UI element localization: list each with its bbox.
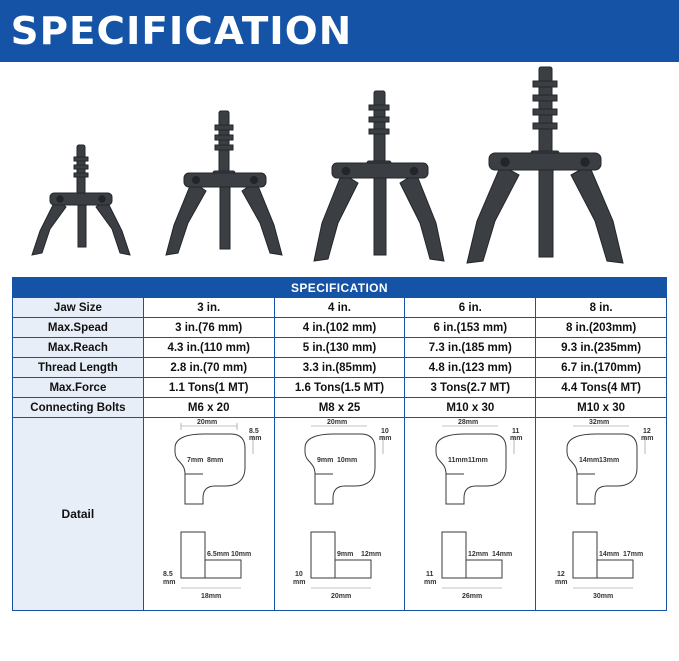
svg-text:mm: mm <box>424 579 437 586</box>
product-8in <box>455 65 640 277</box>
dim-bot-thickness-6in: 11 <box>426 571 434 578</box>
table-row <box>13 398 667 418</box>
dim-bot-inner-a-3in: 6.5mm <box>206 551 229 558</box>
dim-top-height-6in: 11 <box>512 428 520 435</box>
dim-bot-inner-a-6in: 12mm <box>468 551 489 558</box>
svg-text:mm: mm <box>162 579 176 586</box>
cell-jaw-size-3in: 3 in. <box>143 298 274 318</box>
dim-bot-inner-b-3in: 10mm <box>230 551 251 558</box>
page-title: SPECIFICATION <box>10 9 353 53</box>
spec-table-wrap <box>0 277 679 611</box>
dim-bot-width-4in: 20mm <box>331 593 352 600</box>
cell-thread-length-3in: 2.8 in.(70 mm) <box>143 358 274 378</box>
product-4in <box>150 101 300 271</box>
dim-top-inner-b-6in: 11mm <box>468 457 489 464</box>
header-banner <box>0 0 679 62</box>
svg-text:mm: mm <box>379 435 392 442</box>
product-6in <box>300 85 460 275</box>
row-label-thread-length: Thread Length <box>13 358 144 378</box>
dim-bot-inner-a-4in: 9mm <box>337 551 354 558</box>
dim-top-height-4in: 10 <box>381 428 390 435</box>
detail-top-6in <box>405 418 535 514</box>
product-image-strip <box>0 62 679 277</box>
specification-table <box>12 277 667 611</box>
dim-top-width-8in: 32mm <box>589 419 610 426</box>
row-label-jaw-size: Jaw Size <box>13 298 144 318</box>
cell-max-reach-4in: 5 in.(130 mm) <box>274 338 405 358</box>
cell-connecting-bolts-8in: M10 x 30 <box>536 398 667 418</box>
dim-top-height-3in: 8.5 <box>248 428 259 435</box>
detail-bottom-8in <box>536 514 666 610</box>
cell-max-force-8in: 4.4 Tons(4 MT) <box>536 378 667 398</box>
table-row <box>13 338 667 358</box>
dim-top-width-3in: 20mm <box>196 419 217 426</box>
cell-max-reach-8in: 9.3 in.(235mm) <box>536 338 667 358</box>
cell-max-spead-8in: 8 in.(203mm) <box>536 318 667 338</box>
cell-thread-length-6in: 4.8 in.(123 mm) <box>405 358 536 378</box>
detail-top-3in <box>144 418 274 514</box>
dim-bot-thickness-8in: 12 <box>557 571 565 578</box>
detail-cell-4in <box>274 418 405 611</box>
product-3in <box>16 127 146 267</box>
svg-text:mm: mm <box>510 435 523 442</box>
dim-bot-inner-b-4in: 12mm <box>361 551 382 558</box>
detail-bottom-6in <box>405 514 535 610</box>
cell-connecting-bolts-4in: M8 x 25 <box>274 398 405 418</box>
detail-cell-6in <box>405 418 536 611</box>
cell-max-force-4in: 1.6 Tons(1.5 MT) <box>274 378 405 398</box>
cell-max-spead-3in: 3 in.(76 mm) <box>143 318 274 338</box>
cell-jaw-size-6in: 6 in. <box>405 298 536 318</box>
cell-max-force-3in: 1.1 Tons(1 MT) <box>143 378 274 398</box>
dim-bot-inner-b-6in: 14mm <box>492 551 513 558</box>
dim-bot-width-8in: 30mm <box>593 593 614 600</box>
detail-bottom-4in <box>275 514 405 610</box>
dim-bot-thickness-4in: 10 <box>295 571 304 578</box>
dim-top-inner-a-4in: 9mm <box>317 457 334 464</box>
cell-max-spead-4in: 4 in.(102 mm) <box>274 318 405 338</box>
detail-top-8in <box>536 418 666 514</box>
cell-thread-length-8in: 6.7 in.(170mm) <box>536 358 667 378</box>
svg-text:mm: mm <box>641 435 654 442</box>
row-label-max-reach: Max.Reach <box>13 338 144 358</box>
table-row <box>13 318 667 338</box>
cell-max-reach-3in: 4.3 in.(110 mm) <box>143 338 274 358</box>
svg-text:mm: mm <box>248 435 262 442</box>
row-label-connecting-bolts: Connecting Bolts <box>13 398 144 418</box>
table-title-row <box>13 278 667 298</box>
dim-bot-thickness-3in: 8.5 <box>162 571 173 578</box>
table-row <box>13 378 667 398</box>
row-label-max-spead: Max.Spead <box>13 318 144 338</box>
cell-jaw-size-4in: 4 in. <box>274 298 405 318</box>
cell-max-reach-6in: 7.3 in.(185 mm) <box>405 338 536 358</box>
cell-jaw-size-8in: 8 in. <box>536 298 667 318</box>
dim-bot-width-3in: 18mm <box>200 593 221 600</box>
detail-bottom-3in <box>144 514 274 610</box>
table-row <box>13 358 667 378</box>
cell-connecting-bolts-3in: M6 x 20 <box>143 398 274 418</box>
svg-text:mm: mm <box>555 579 568 586</box>
cell-max-spead-6in: 6 in.(153 mm) <box>405 318 536 338</box>
cell-max-force-6in: 3 Tons(2.7 MT) <box>405 378 536 398</box>
table-title: SPECIFICATION <box>13 278 667 298</box>
dim-bot-inner-a-8in: 14mm <box>599 551 620 558</box>
dim-top-width-6in: 28mm <box>458 419 479 426</box>
dim-top-height-8in: 12 <box>643 428 651 435</box>
dim-top-inner-b-8in: 13mm <box>599 457 620 464</box>
detail-cell-8in <box>536 418 667 611</box>
cell-thread-length-4in: 3.3 in.(85mm) <box>274 358 405 378</box>
dim-bot-width-6in: 26mm <box>462 593 483 600</box>
cell-connecting-bolts-6in: M10 x 30 <box>405 398 536 418</box>
dim-bot-inner-b-8in: 17mm <box>623 551 644 558</box>
row-label-max-force: Max.Force <box>13 378 144 398</box>
svg-text:mm: mm <box>293 579 306 586</box>
row-label-detail: Datail <box>13 418 144 611</box>
dim-top-inner-b-3in: 8mm <box>206 457 224 464</box>
dim-top-inner-a-3in: 7mm <box>186 457 204 464</box>
table-row <box>13 298 667 318</box>
dim-top-width-4in: 20mm <box>327 419 348 426</box>
dim-top-inner-b-4in: 10mm <box>337 457 358 464</box>
dim-top-inner-a-8in: 14mm <box>579 457 600 464</box>
detail-cell-3in <box>143 418 274 611</box>
table-detail-row <box>13 418 667 611</box>
detail-top-4in <box>275 418 405 514</box>
dim-top-inner-a-6in: 11mm <box>448 457 469 464</box>
